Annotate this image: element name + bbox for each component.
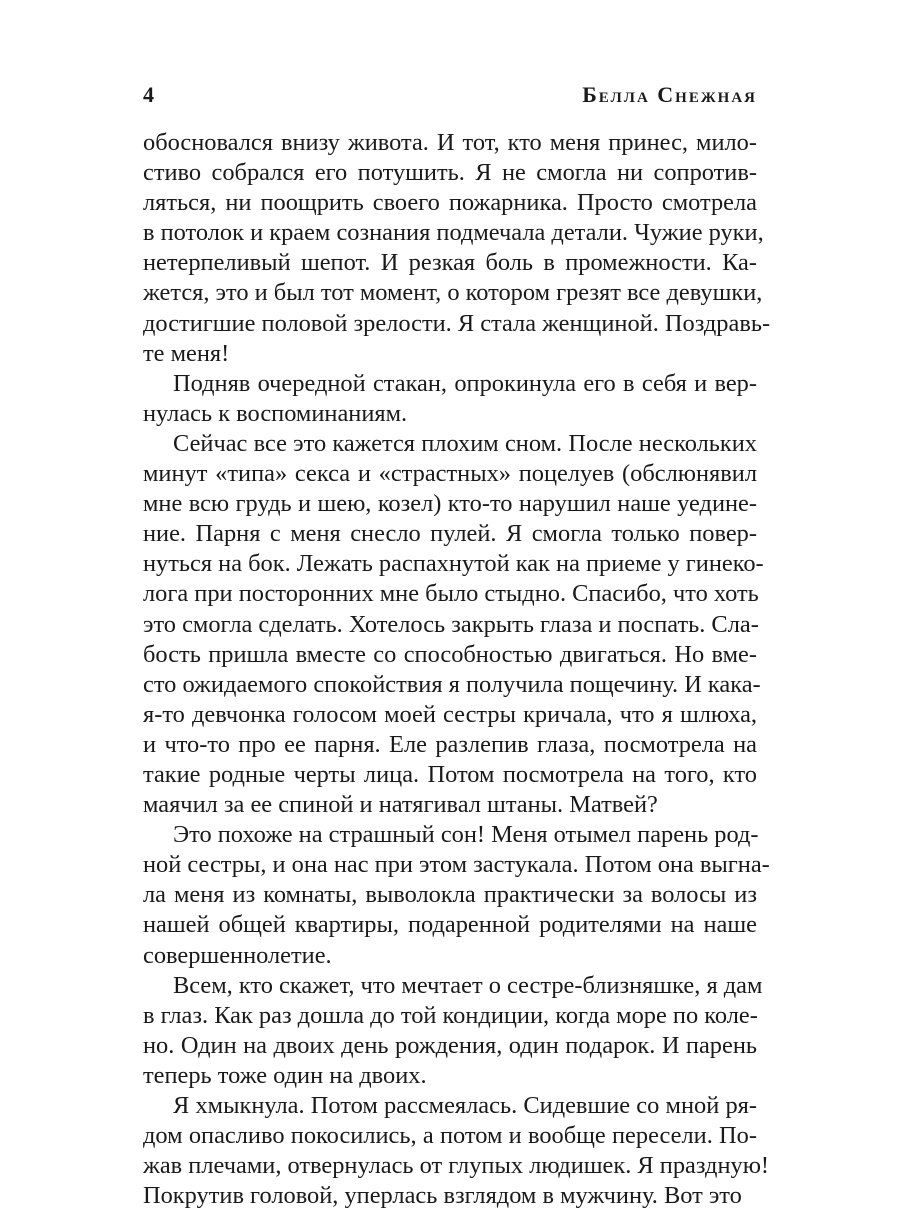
text-line: маячил за ее спиной и натягивал штаны. Матвей? bbox=[143, 791, 658, 819]
text-line: ной сестры, и она нас при этом застукала. Потом она выгна- bbox=[143, 851, 770, 879]
paragraph bbox=[143, 369, 757, 429]
text-line: в потолок и краем сознания подмечала детали. Чужие руки, bbox=[143, 219, 764, 247]
text-line: нашей общей квартиры, подаренной родителями на наше bbox=[143, 911, 757, 939]
text-line: ла меня из комнаты, выволокла практически за волосы из bbox=[143, 881, 757, 909]
page-number: 4 bbox=[143, 82, 155, 107]
text-line: Я хмыкнула. Потом рассмеялась. Сидевшие со мной ря- bbox=[173, 1092, 757, 1119]
paragraph bbox=[143, 1091, 770, 1211]
text-line: сто ожидаемого спокойствия я получила пощечину. И кака- bbox=[143, 670, 761, 698]
text-line: это смогла сделать. Хотелось закрыть глаза и поспать. Сла- bbox=[143, 610, 759, 638]
text-line: ляться, ни поощрить своего пожарника. Просто смотрела bbox=[143, 189, 757, 217]
text-line: но. Один на двоих день рождения, один подарок. И парень bbox=[143, 1031, 757, 1059]
text-line: я-то девчонка голосом моей сестры кричала, что я шлюха, bbox=[143, 700, 757, 728]
text-line: Сейчас все это кажется плохим сном. После нескольких bbox=[173, 429, 757, 457]
body-text bbox=[143, 128, 771, 1211]
text-line: в глаз. Как раз дошла до той кондиции, когда море по коле- bbox=[143, 1001, 758, 1029]
text-line: Всем, кто скажет, что мечтает о сестре-близняшке, я дам bbox=[173, 971, 763, 999]
text-line: бость пришла вместе со способностью двигаться. Но вме- bbox=[143, 640, 757, 668]
author-name: Белла Снежная bbox=[582, 82, 757, 107]
text-line: достигшие половой зрелости. Я стала женщиной. Поздравь- bbox=[143, 309, 771, 337]
text-line: дом опасливо покосились, а потом и вообще пересели. По- bbox=[143, 1122, 757, 1150]
paragraph bbox=[143, 971, 763, 1091]
text-line: Покрутив головой, уперлась взглядом в мужчину. Вот это bbox=[143, 1182, 742, 1210]
text-line: жав плечами, отвернулась от глупых людишек. Я праздную! bbox=[143, 1152, 770, 1180]
text-line: совершеннолетие. bbox=[143, 941, 332, 969]
text-line: ние. Парня с меня снесло пулей. Я смогла только повер- bbox=[143, 520, 757, 548]
text-line: нулась к воспоминаниям. bbox=[143, 399, 408, 427]
paragraph bbox=[143, 820, 770, 970]
text-line: жется, это и был тот момент, о котором грезят все девушки, bbox=[143, 279, 763, 307]
paragraph bbox=[143, 429, 764, 820]
text-line: те меня! bbox=[143, 339, 230, 367]
text-line: Подняв очередной стакан, опрокинула его в себя и вер- bbox=[173, 369, 757, 397]
text-line: теперь тоже один на двоих. bbox=[143, 1061, 427, 1089]
running-head bbox=[143, 82, 757, 112]
text-line: обосновался внизу живота. И тот, кто меня принес, мило- bbox=[143, 129, 757, 156]
text-line: мне всю грудь и шею, козел) кто-то нарушил наше уедине- bbox=[143, 490, 757, 518]
text-line: нуться на бок. Лежать распахнутой как на приеме у гинеко- bbox=[143, 550, 764, 578]
text-line: такие родные черты лица. Потом посмотрела на того, кто bbox=[143, 760, 757, 788]
text-line: минут «типа» секса и «страстных» поцелуев (обслюнявил bbox=[143, 460, 757, 488]
text-line: стиво собрался его потушить. Я не смогла ни сопротив- bbox=[143, 159, 757, 187]
text-line: нетерпеливый шепот. И резкая боль в промежности. Ка- bbox=[143, 249, 757, 277]
paragraph bbox=[143, 128, 771, 369]
text-line: и что-то про ее парня. Еле разлепив глаза, посмотрела на bbox=[143, 730, 757, 758]
text-line: Это похоже на страшный сон! Меня отымел парень род- bbox=[173, 821, 759, 849]
text-line: лога при посторонних мне было стыдно. Спасибо, что хоть bbox=[143, 580, 759, 608]
